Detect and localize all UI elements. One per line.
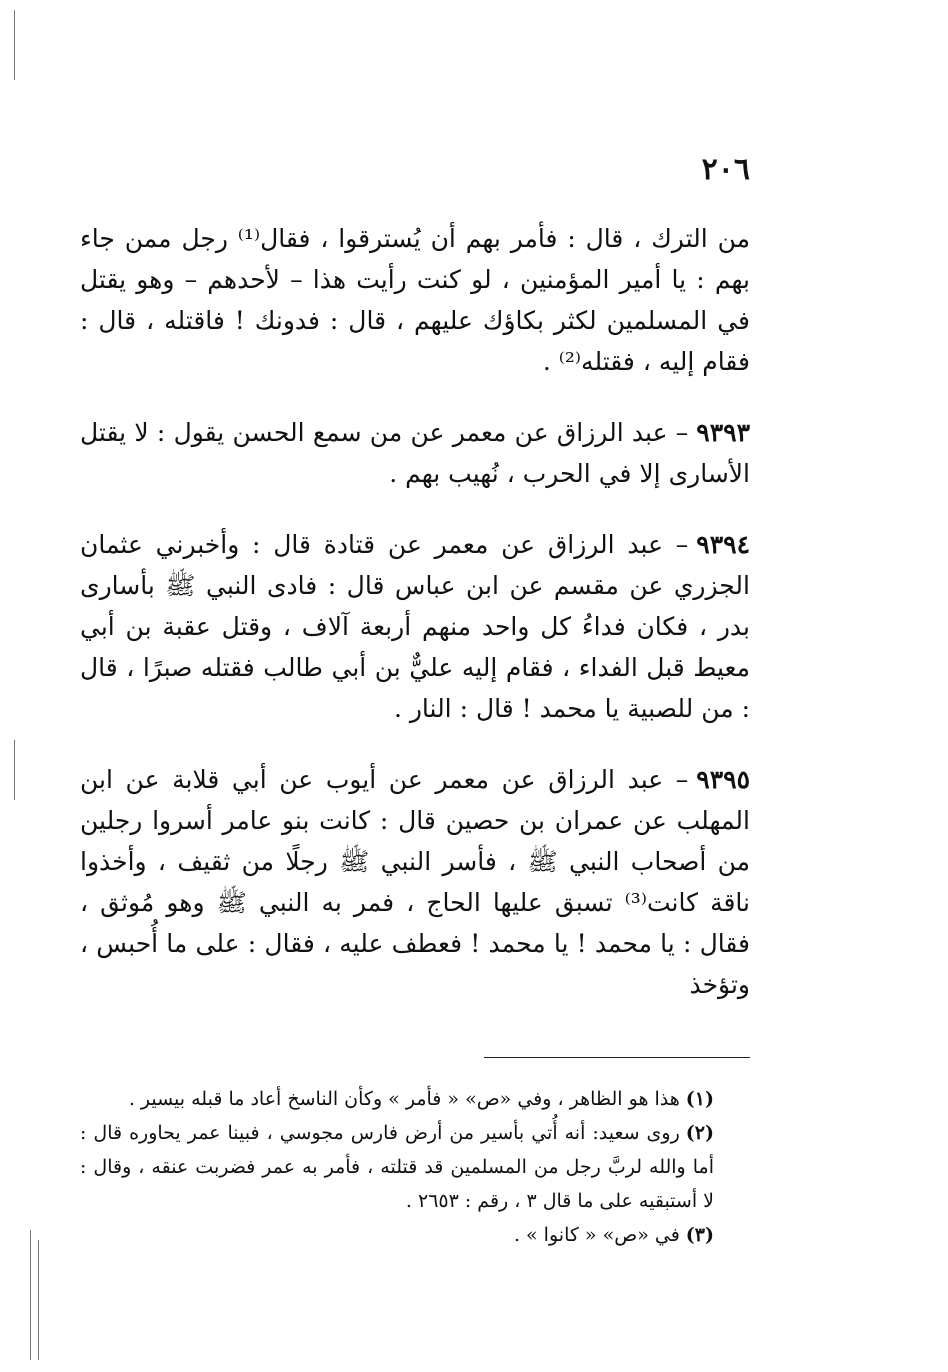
body-text: [80, 218, 750, 1035]
footnote-3: [80, 1218, 750, 1252]
page-number: ٢٠٦: [701, 152, 750, 187]
footnotes: [80, 1082, 750, 1252]
paragraph-text: – عبد الرزاق عن معمر عن قتادة قال : وأخبرني عثمان الجزري عن مقسم عن ابن عباس قال : فادى النبي ﷺ بأسارى بدر ، فكان فداءُ كل واحد منهم أربعة آلاف ، وقتل عقبة بن أبي معيط قبل الفداء ، فقام إليه عليٌّ بن أبي طالب فقتله صبرًا ، قال : من للصبية يا محمد ! قال : النار .: [80, 530, 750, 723]
footnote-text: في «ص» « كانوا » .: [513, 1224, 680, 1246]
paragraph-continuation: [80, 218, 750, 382]
footnote-mark: (٢): [685, 1122, 714, 1144]
footnote-mark: (١): [685, 1088, 714, 1110]
scan-artifact-line: [14, 740, 15, 800]
paragraph-9393: [80, 412, 750, 494]
scan-artifact-line: [14, 10, 15, 80]
paragraph-9394: [80, 524, 750, 729]
paragraph-text: من الترك ، قال : فأمر بهم أن يُسترقوا ، فقال⁽¹⁾ رجل ممن جاء بهم : يا أمير المؤمنين ، لو كنت رأيت هذا – لأحدهم – وهو يقتل في المسلمين لكثر بكاؤك عليهم ، قال : فدونك ! فاقتله ، قال : فقام إليه ، فقتله⁽²⁾ .: [80, 224, 750, 376]
scan-artifact-line: [30, 1230, 31, 1360]
footnote-mark: (٣): [685, 1224, 714, 1246]
paragraph-9395: [80, 759, 750, 1005]
paragraph-number: ٩٣٩٥: [696, 765, 750, 794]
paragraph-text: – عبد الرزاق عن معمر عن من سمع الحسن يقول : لا يقتل الأسارى إلا في الحرب ، نُهيب بهم .: [80, 418, 750, 488]
paragraph-number: ٩٣٩٤: [696, 530, 750, 559]
footnote-text: هذا هو الظاهر ، وفي «ص» « فأمر » وكأن الناسخ أعاد ما قبله بيسير .: [128, 1088, 680, 1110]
paragraph-text: – عبد الرزاق عن معمر عن أيوب عن أبي قلابة عن ابن المهلب عن عمران بن حصين قال : كانت بنو عامر أسروا رجلين من أصحاب النبي ﷺ ، فأسر النبي ﷺ رجلًا من ثقيف ، وأخذوا ناقة كانت⁽³⁾ تسبق عليها الحاج ، فمر به النبي ﷺ وهو مُوثق ، فقال : يا محمد ! يا محمد ! فعطف عليه ، فقال : على ما أُحبس ، وتؤخذ: [80, 765, 750, 999]
footnote-2: [80, 1116, 750, 1218]
footnote-text: روى سعيد: أنه أُتي بأسير من أرض فارس مجوسي ، فبينا عمر يحاوره قال : أما والله لربَّ رجل من المسلمين قد قتلته ، فأمر به عمر فضربت عنقه ، وقال : لا أستبقيه على ما قال ٣ ، رقم : ٢٦٥٣ .: [80, 1122, 714, 1212]
scan-artifact-line: [38, 1240, 39, 1360]
paragraph-number: ٩٣٩٣: [696, 418, 750, 447]
footnote-divider: [484, 1057, 750, 1058]
footnote-1: [80, 1082, 750, 1116]
